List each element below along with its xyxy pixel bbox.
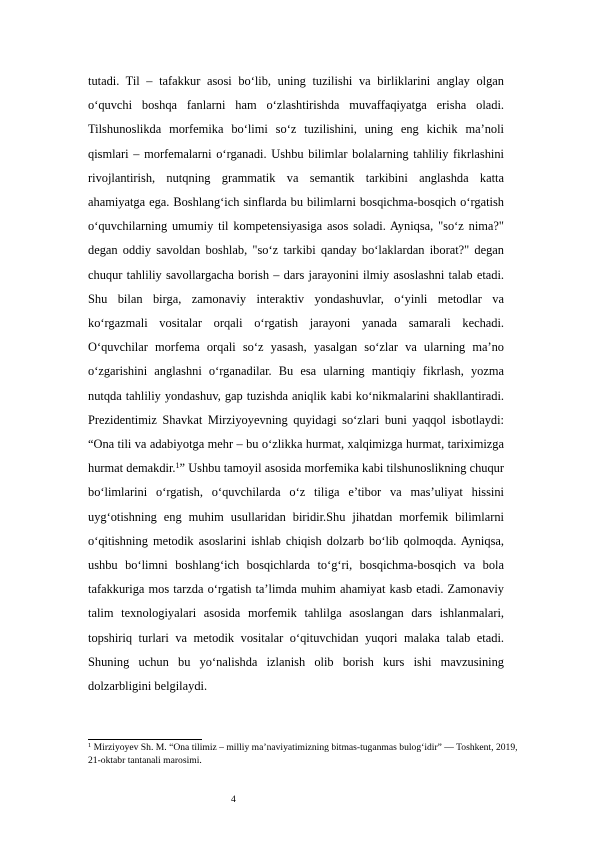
paragraph-text-after-reference: ” Ushbu tamoyil asosida morfemika kabi tilshunoslikning chuqur bo‘limlarini o‘rgatish, o‘quvchilarda o‘z tiliga e’tibor va mas’uliyat hissini uyg‘otishning eng muhim usullaridan biridir.Shu jihatdan morfemik bilimlarni o‘qitishning metodik asoslarini ishlab chiqish dolzarb bo‘lib qolmoqda. Ayniqsa, ushbu bo‘limni boshlang‘ich bosqichlarda to‘g‘ri, bosqichma-bosqich va bola tafakkuriga mos tarzda o‘rgatish ta’limda muhim ahamiyat kasb etadi. Zamonaviy talim texnologiyalari asosida morfemik tahlilga asoslangan dars ishlanmalari, topshiriq turlari va metodik vositalar o‘qituvchidan yuqori malaka talab etadi. Shuning uchun bu yo‘nalishda izlanish olib borish kurs ishi mavzusining dolzarbligini belgilaydi. — [88, 461, 504, 694]
main-paragraph — [88, 69, 504, 698]
footnote-text: Mirziyoyev Sh. M. “Ona tilimiz – milliy ma’naviyatimizning bitmas-tuganmas bulog‘idir” — Toshkent, 2019, 21-oktabr tantanali marosimi. — [88, 742, 518, 766]
footnote-reference[interactable]: 1 — [175, 461, 180, 471]
footnote-separator — [88, 739, 202, 740]
page-number: 4 — [231, 794, 236, 805]
footnote — [88, 741, 528, 767]
footnote-marker: 1 — [88, 742, 92, 749]
paragraph-text-before-reference: tutadi. Til – tafakkur asosi bo‘lib, uning tuzilishi va birliklarini anglay olgan o‘quvchi boshqa fanlarni ham o‘zlashtirishda muvaffaqiyatga erisha oladi. Tilshunoslikda morfemika bo‘limi so‘z tuzilishini, uning eng kichik ma’noli qismlari – morfemalarni o‘rganadi. Ushbu bilimlar bolalarning tahliliy fikrlashini rivojlantirish, nutqning grammatik va semantik tarkibini anglashda katta ahamiyatga ega. Boshlang‘ich sinflarda bu bilimlarni bosqichma-bosqich o‘rgatish o‘quvchilarning umumiy til kompetensiyasiga asos soladi. Ayniqsa, "so‘z nima?" degan oddiy savoldan boshlab, "so‘z tarkibi qanday bo‘laklardan iborat?" degan chuqur tahliliy savollargacha borish – dars jarayonini ilmiy asoslashni talab etadi. Shu bilan birga, zamonaviy interaktiv yondashuvlar, o‘yinli metodlar va ko‘rgazmali vositalar orqali o‘rgatish jarayoni yanada samarali kechadi. O‘quvchilar morfema orqali so‘z yasash, yasalgan so‘zlar va ularning ma’no o‘zgarishini anglashni o‘rganadilar. Bu esa ularning mantiqiy fikrlash, yozma nutqda tahliliy yondashuv, gap tuzishda aniqlik kabi ko‘nikmalarini shakllantiradi. Prezidentimiz Shavkat Mirziyoyevning quyidagi so‘zlari buni yaqqol isbotlaydi: “Ona tili va adabiyotga mehr – bu o‘zlikka hurmat, xalqimizga hurmat, tariximizga hurmat demakdir. — [88, 74, 504, 476]
